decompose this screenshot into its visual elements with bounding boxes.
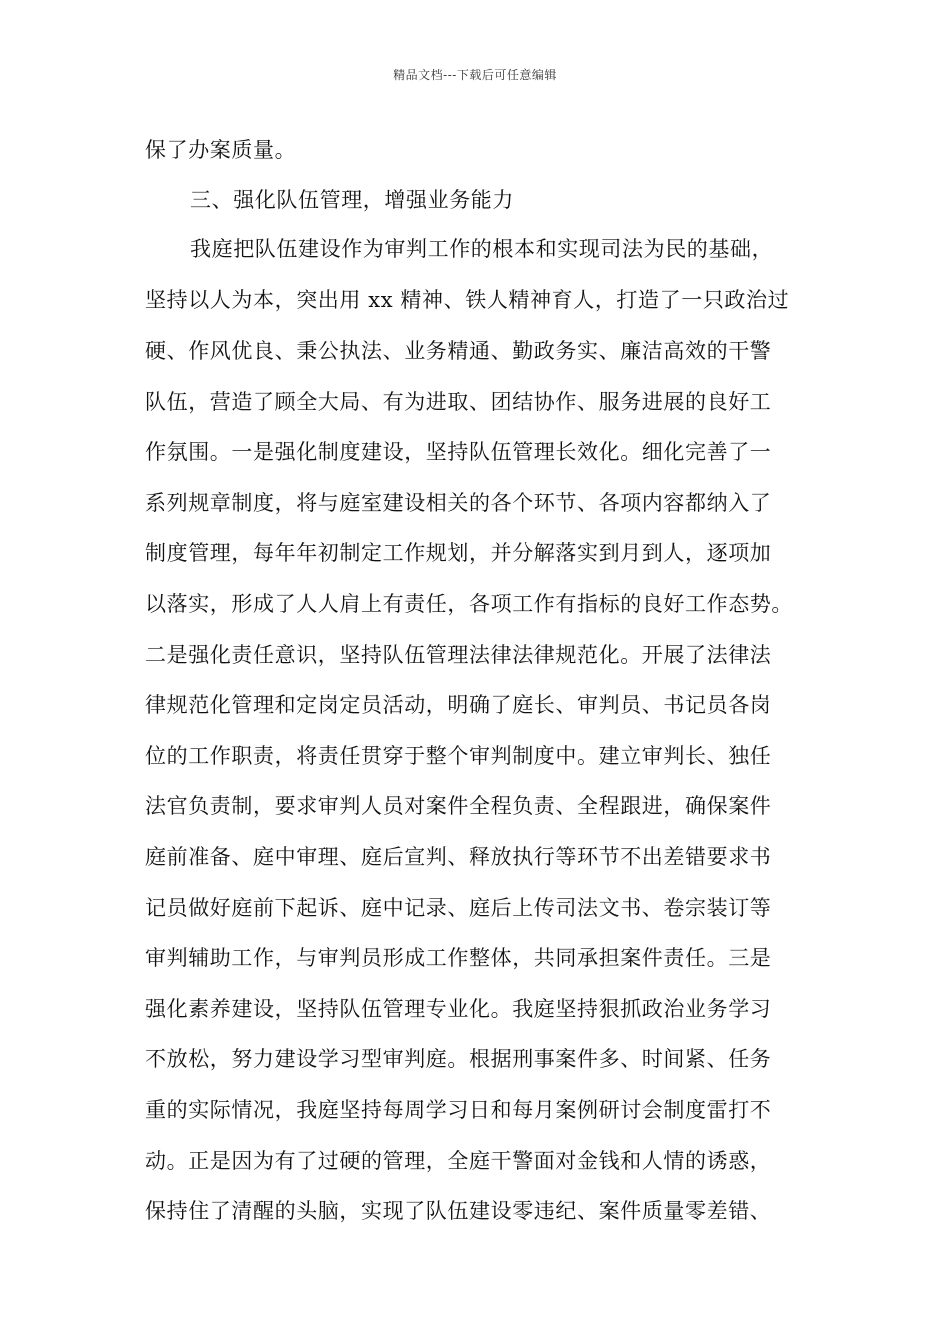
section-heading: 三、强化队伍管理，增强业务能力: [190, 188, 514, 212]
text-line: 硬、作风优良、秉公执法、业务精通、勤政务实、廉洁高效的干警: [145, 339, 772, 363]
text-line: 不放松，努力建设学习型审判庭。根据刑事案件多、时间紧、任务: [145, 1047, 772, 1071]
text-line: 作氛围。一是强化制度建设，坚持队伍管理长效化。细化完善了一: [145, 440, 772, 464]
text-line: 坚持以人为本，突出用 xx 精神、铁人精神育人，打造了一只政治过: [145, 288, 790, 312]
text-line: 重的实际情况，我庭坚持每周学习日和每月案例研讨会制度雷打不: [145, 1098, 772, 1122]
paragraph-first-line: 我庭把队伍建设作为审判工作的根本和实现司法为民的基础，: [190, 237, 774, 261]
text-line: 二是强化责任意识，坚持队伍管理法律法律规范化。开展了法律法: [145, 643, 772, 667]
text-line: 以落实，形成了人人肩上有责任，各项工作有指标的良好工作态势。: [145, 592, 793, 616]
text-line: 制度管理，每年年初制定工作规划，并分解落实到月到人，逐项加: [145, 541, 772, 565]
text-line: 位的工作职责，将责任贯穿于整个审判制度中。建立审判长、独任: [145, 744, 772, 768]
text-line: 保持住了清醒的头脑，实现了队伍建设零违纪、案件质量零差错、: [145, 1199, 772, 1223]
text-line: 法官负责制，要求审判人员对案件全程负责、全程跟进，确保案件: [145, 794, 772, 818]
text-line: 强化素养建设，坚持队伍管理专业化。我庭坚持狠抓政治业务学习: [145, 997, 772, 1021]
text-line: 审判辅助工作，与审判员形成工作整体，共同承担案件责任。三是: [145, 946, 772, 970]
text-line: 记员做好庭前下起诉、庭中记录、庭后上传司法文书、卷宗装订等: [145, 896, 772, 920]
text-line: 队伍，营造了顾全大局、有为进取、团结协作、服务进展的良好工: [145, 390, 772, 414]
text-line: 保了办案质量。: [145, 138, 297, 162]
text-line: 庭前准备、庭中审理、庭后宣判、释放执行等环节不出差错要求书: [145, 845, 772, 869]
text-line: 律规范化管理和定岗定员活动，明确了庭长、审判员、书记员各岗: [145, 693, 772, 717]
text-line: 动。正是因为有了过硬的管理，全庭干警面对金钱和人情的诱惑，: [145, 1149, 772, 1173]
text-line: 系列规章制度，将与庭室建设相关的各个环节、各项内容都纳入了: [145, 491, 772, 515]
page-header: 精品文档---下载后可任意编辑: [393, 68, 557, 82]
